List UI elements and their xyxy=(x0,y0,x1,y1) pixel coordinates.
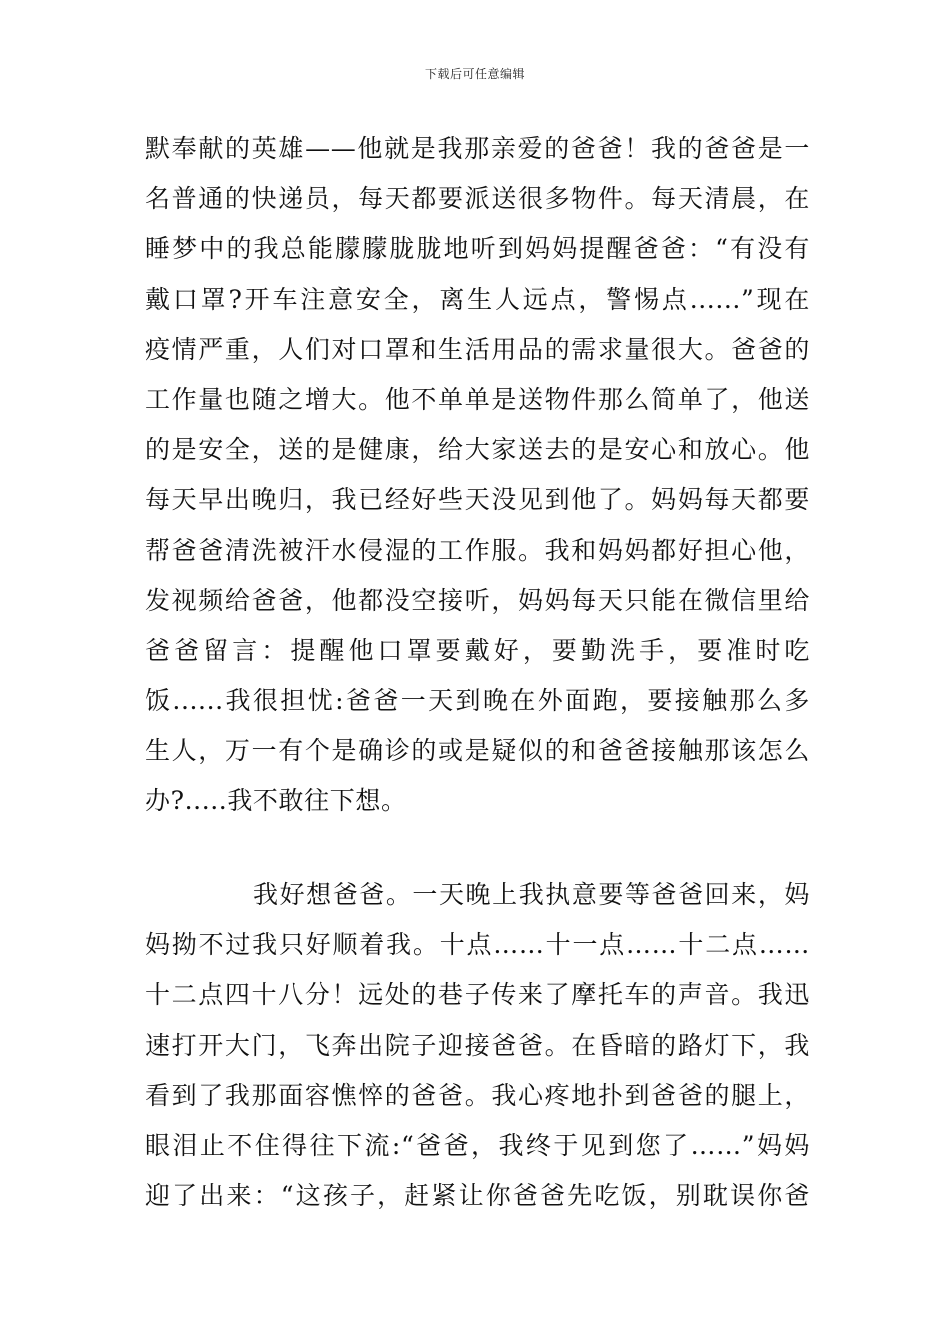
paragraph-line: 睡梦中的我总能朦朦胧胧地听到妈妈提醒爸爸：“有没有 xyxy=(145,234,810,264)
paragraph-line: 速打开大门，飞奔出院子迎接爸爸。在昏暗的路灯下，我 xyxy=(145,1030,810,1060)
paragraph-line: 发视频给爸爸，他都没空接听，妈妈每天只能在微信里给 xyxy=(145,585,810,615)
paragraph-line: 默奉献的英雄——他就是我那亲爱的爸爸！我的爸爸是一 xyxy=(145,134,810,163)
paragraph-2 xyxy=(145,870,810,1221)
paragraph-line: 办?.....我不敢往下想。 xyxy=(145,786,407,816)
paragraph-line: 疫情严重，人们对口罩和生活用品的需求量很大。爸爸的 xyxy=(145,334,810,364)
paragraph-line: 我好想爸爸。一天晚上我执意要等爸爸回来，妈 xyxy=(253,880,810,909)
paragraph-line: 戴口罩?开车注意安全，离生人远点，警惕点......”现在 xyxy=(145,284,810,314)
paragraph-line: 名普通的快递员，每天都要派送很多物件。每天清晨，在 xyxy=(145,184,810,214)
paragraph-line: 生人，万一有个是确诊的或是疑似的和爸爸接触那该怎么 xyxy=(145,736,810,766)
paragraph-line: 看到了我那面容憔悴的爸爸。我心疼地扑到爸爸的腿上， xyxy=(145,1080,810,1110)
paragraph-line: 十二点四十八分！远处的巷子传来了摩托车的声音。我迅 xyxy=(145,980,810,1010)
paragraph-1 xyxy=(145,124,810,827)
paragraph-line: 妈拗不过我只好顺着我。十点……十一点……十二点…… xyxy=(145,930,810,960)
paragraph-line: 饭......我很担忧:爸爸一天到晚在外面跑，要接触那么多 xyxy=(145,686,810,716)
paragraph-line: 帮爸爸清洗被汗水侵湿的工作服。我和妈妈都好担心他， xyxy=(145,535,810,565)
paragraph-line: 工作量也随之增大。他不单单是送物件那么简单了，他送 xyxy=(145,384,810,414)
paragraph-line: 爸爸留言：提醒他口罩要戴好，要勤洗手，要准时吃 xyxy=(145,635,810,665)
paragraph-line: 每天早出晚归，我已经好些天没见到他了。妈妈每天都要 xyxy=(145,485,810,515)
paragraph-line: 的是安全，送的是健康，给大家送去的是安心和放心。他 xyxy=(145,435,810,465)
paragraph-line: 眼泪止不住得往下流:“爸爸，我终于见到您了……”妈妈 xyxy=(145,1130,810,1160)
page-header: 下载后可任意编辑 xyxy=(424,67,525,81)
paragraph-line: 迎了出来：“这孩子，赶紧让你爸爸先吃饭，别耽误你爸 xyxy=(145,1181,810,1211)
